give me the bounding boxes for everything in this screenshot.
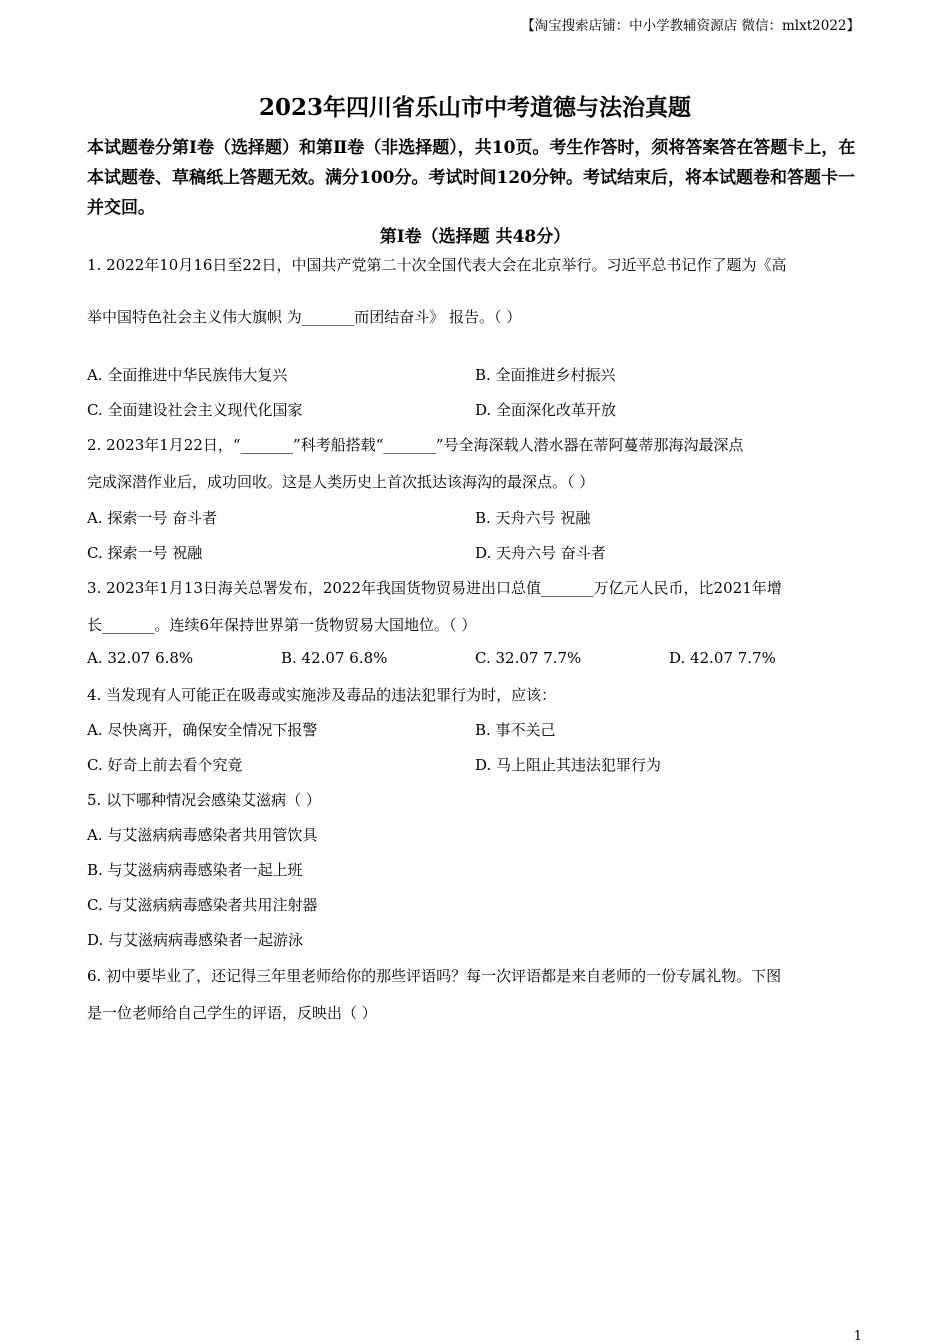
question-3-option-b: B. 42.07 6.8% xyxy=(281,649,388,667)
question-2-option-d: D. 天舟六号 奋斗者 xyxy=(475,544,606,562)
question-4-line-1: 4. 当发现有人可能正在吸毒或实施涉及毒品的违法犯罪行为时，应该： xyxy=(87,686,557,704)
question-1-line-2: 举中国特色社会主义伟大旗帜 为_______而团结奋斗》 报告。（ ） xyxy=(87,308,522,326)
question-1-option-b: B. 全面推进乡村振兴 xyxy=(475,366,616,384)
section-title: 第Ⅰ卷（选择题 共48分） xyxy=(379,227,571,247)
question-5-option-d: D. 与艾滋病病毒感染者一起游泳 xyxy=(87,931,304,949)
question-4-option-d: D. 马上阻止其违法犯罪行为 xyxy=(475,756,662,774)
page-title: 2023年四川省乐山市中考道德与法治真题 xyxy=(258,94,691,121)
question-2-option-a: A. 探索一号 奋斗者 xyxy=(87,509,218,527)
question-1-option-d: D. 全面深化改革开放 xyxy=(475,401,617,419)
question-5-option-b: B. 与艾滋病病毒感染者一起上班 xyxy=(87,861,303,879)
question-3-option-c: C. 32.07 7.7% xyxy=(475,649,582,667)
exam-instructions: 本试题卷分第Ⅰ卷（选择题）和第Ⅱ卷（非选择题），共10页。考生作答时，须将答案答在答题卡上，在本试题卷、草稿纸上答题无效。满分100分。考试时间120分钟。考试结束后，将本试题卷和答题卡一并交回。 xyxy=(87,138,856,218)
question-3-option-d: D. 42.07 7.7% xyxy=(669,649,776,667)
question-1-option-c: C. 全面建设社会主义现代化国家 xyxy=(87,401,303,419)
question-6-line-1: 6. 初中要毕业了，还记得三年里老师给你的那些评语吗？每一次评语都是来自老师的一份专属礼物。下图 xyxy=(87,967,782,985)
page-number: 1 xyxy=(853,1329,862,1344)
question-5-option-c: C. 与艾滋病病毒感染者共用注射器 xyxy=(87,896,318,914)
question-1-option-a: A. 全面推进中华民族伟大复兴 xyxy=(87,366,288,384)
question-4-option-b: B. 事不关己 xyxy=(475,721,556,739)
question-3-line-1: 3. 2023年1月13日海关总署发布，2022年我国货物贸易进出口总值_______万亿元人民币，比2021年增 xyxy=(87,579,782,597)
question-1-line-1: 1. 2022年10月16日至22日，中国共产党第二十次全国代表大会在北京举行。习近平总书记作了题为《高 xyxy=(87,256,787,274)
question-2-option-c: C. 探索一号 祝融 xyxy=(87,544,203,562)
question-6-line-2: 是一位老师给自己学生的评语，反映出（ ） xyxy=(87,1004,377,1022)
question-3-line-2: 长_______。连续6年保持世界第一货物贸易大国地位。（ ） xyxy=(87,616,477,634)
question-5-option-a: A. 与艾滋病病毒感染者共用管饮具 xyxy=(87,826,318,844)
question-4-option-c: C. 好奇上前去看个究竟 xyxy=(87,756,243,774)
question-2-line-2: 完成深潜作业后，成功回收。这是人类历史上首次抵达该海沟的最深点。（ ） xyxy=(87,473,595,491)
question-2-option-b: B. 天舟六号 祝融 xyxy=(475,509,591,527)
question-3-option-a: A. 32.07 6.8% xyxy=(87,649,194,667)
page-header: 【淘宝搜索店铺：中小学教辅资源店 微信：mlxt2022】 xyxy=(521,18,860,34)
question-4-option-a: A. 尽快离开，确保安全情况下报警 xyxy=(87,721,318,739)
question-5-line-1: 5. 以下哪种情况会感染艾滋病（ ） xyxy=(87,791,321,809)
question-2-line-1: 2. 2023年1月22日，“_______”科考船搭载“_______”号全海深载人潜水器在蒂阿蔓蒂那海沟最深点 xyxy=(87,436,744,454)
